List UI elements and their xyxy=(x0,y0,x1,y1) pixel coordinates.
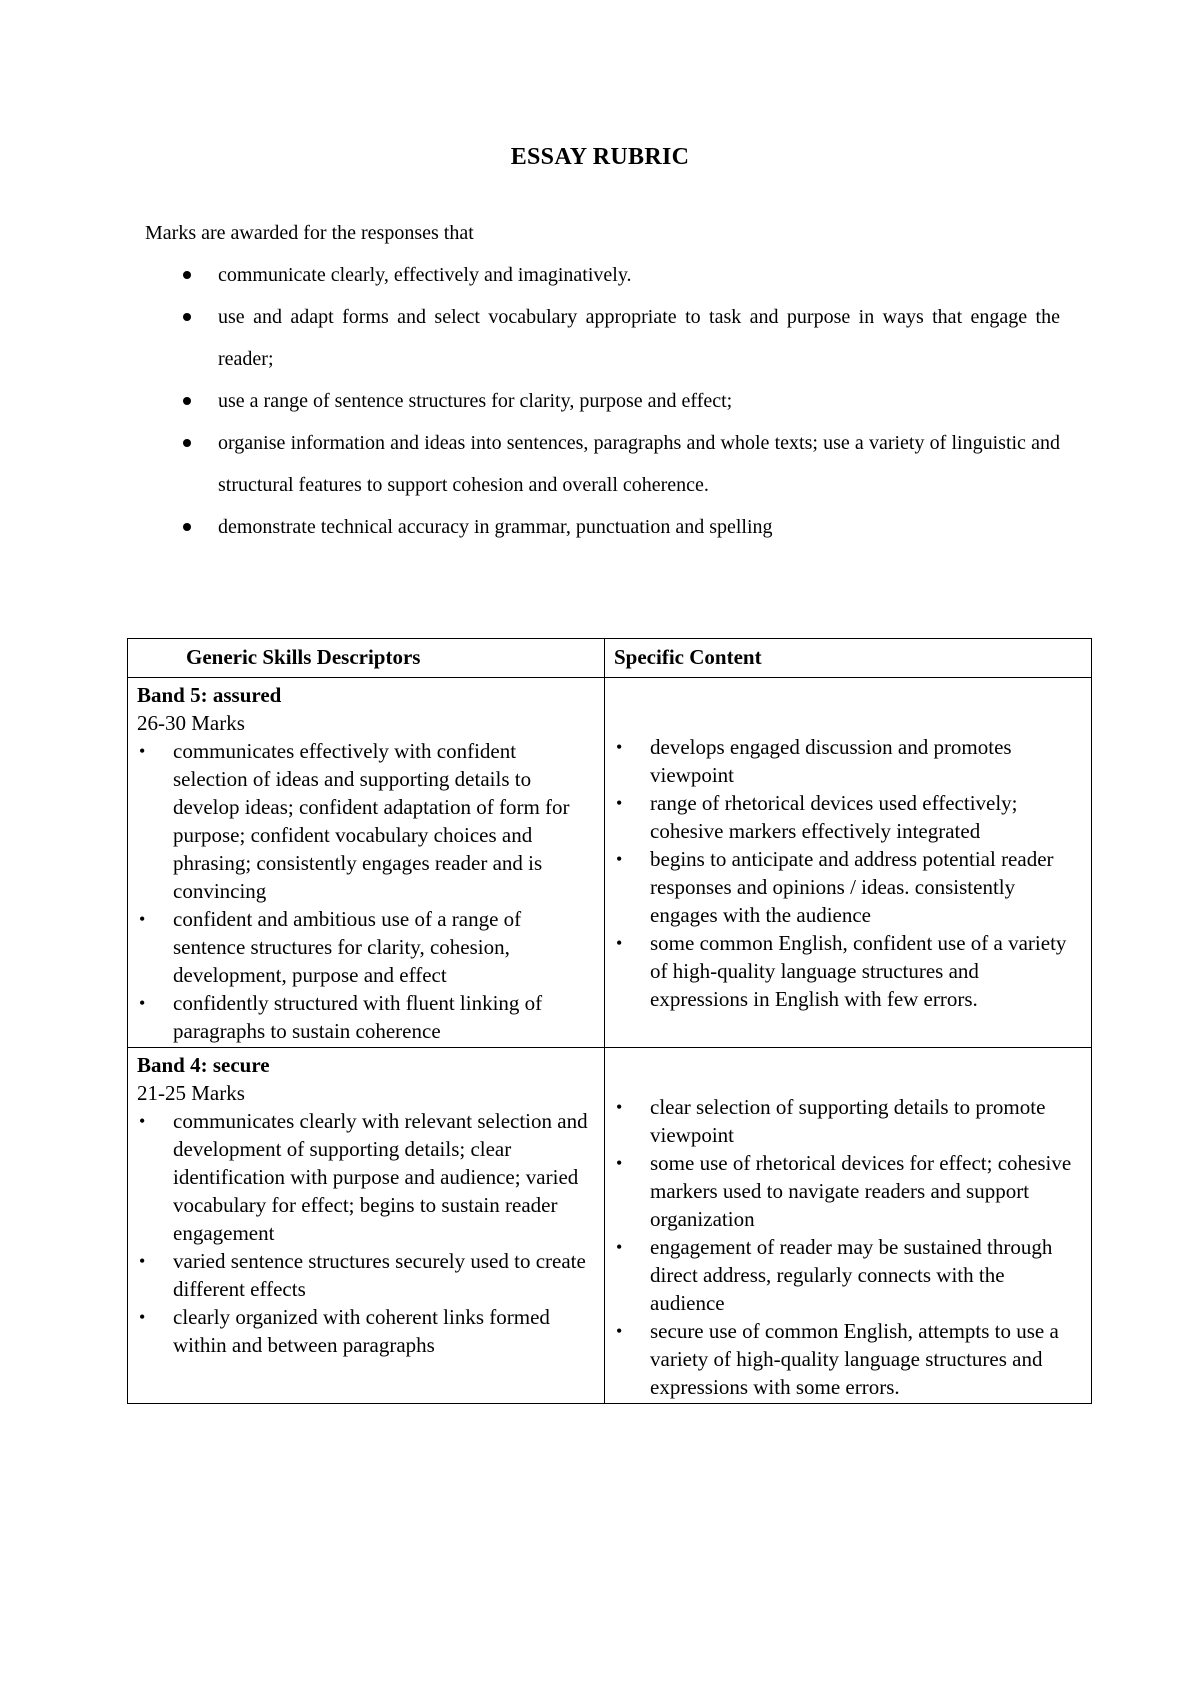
bullet-icon xyxy=(183,397,191,405)
list-item: • varied sentence structures securely used to create different effects xyxy=(139,1249,586,1301)
bullet-icon: • xyxy=(616,793,623,813)
bullet-icon: • xyxy=(139,741,146,761)
band-5-generic-cell xyxy=(128,678,605,1048)
list-item: • clear selection of supporting details to promote viewpoint xyxy=(616,1095,1046,1147)
bullet-icon xyxy=(183,271,191,279)
header-specific: Specific Content xyxy=(605,639,1092,678)
list-item: • secure use of common English, attempts to use a variety of high-quality language structures and expressions with some errors. xyxy=(616,1319,1059,1399)
requirement-item: use and adapt forms and select vocabulary appropriate to task and purpose in ways that engage the reader; xyxy=(178,296,1060,380)
list-item: • range of rhetorical devices used effectively; cohesive markers effectively integrated xyxy=(616,791,1018,843)
band-5-specific-cell xyxy=(605,678,1092,1048)
bullet-icon: • xyxy=(139,1111,146,1131)
band-marks: 26-30 Marks xyxy=(137,711,245,735)
bullet-icon: • xyxy=(616,737,623,757)
band-4-generic-list xyxy=(137,1107,592,1359)
band-4-generic-cell xyxy=(128,1048,605,1404)
page-title: ESSAY RUBRIC xyxy=(510,144,690,170)
bullet-icon: • xyxy=(616,1321,623,1341)
list-item: • confident and ambitious use of a range of sentence structures for clarity, cohesion, development, purpose and effect xyxy=(139,907,522,987)
list-item: • begins to anticipate and address potential reader responses and opinions / ideas. consistently engages with the audience xyxy=(616,847,1054,927)
bullet-icon xyxy=(183,313,191,321)
table-row-band-5 xyxy=(128,678,1092,1048)
band-4-specific-cell xyxy=(605,1048,1092,1404)
band-title: Band 5: assured xyxy=(137,683,282,707)
list-item: • confidently structured with fluent linking of paragraphs to sustain coherence xyxy=(139,991,543,1043)
band-marks: 21-25 Marks xyxy=(137,1081,245,1105)
bullet-icon: • xyxy=(139,993,146,1013)
list-item: • clearly organized with coherent links formed within and between paragraphs xyxy=(139,1305,550,1357)
band-title: Band 4: secure xyxy=(137,1053,270,1077)
bullet-icon: • xyxy=(139,1307,146,1327)
bullet-icon xyxy=(183,523,191,531)
requirements-list xyxy=(178,254,1060,548)
bullet-icon: • xyxy=(616,933,623,953)
table-row-band-4 xyxy=(128,1048,1092,1404)
bullet-icon: • xyxy=(139,1251,146,1271)
bullet-icon: • xyxy=(616,1097,623,1117)
bullet-icon xyxy=(183,439,191,447)
list-item: • develops engaged discussion and promotes viewpoint xyxy=(616,735,1012,787)
band-5-generic-list xyxy=(137,737,592,1045)
list-item: • communicates clearly with relevant selection and development of supporting details; clear identification with purpose and audience; varied vocabulary for effect; begins to sustain reader engagement xyxy=(139,1109,588,1245)
bullet-icon: • xyxy=(616,1153,623,1173)
list-item: • engagement of reader may be sustained through direct address, regularly connects with the audience xyxy=(616,1235,1053,1315)
band-4-specific-list xyxy=(614,1051,1079,1401)
bullet-icon: • xyxy=(616,1237,623,1257)
rubric-table xyxy=(127,638,1092,1404)
requirement-item: use a range of sentence structures for clarity, purpose and effect; xyxy=(178,380,1060,422)
header-generic: Generic Skills Descriptors xyxy=(128,639,605,678)
intro-text: Marks are awarded for the responses that xyxy=(145,222,474,244)
table-header-row xyxy=(128,639,1092,678)
requirement-item: demonstrate technical accuracy in grammar, punctuation and spelling xyxy=(178,506,1060,548)
list-item: • some use of rhetorical devices for effect; cohesive markers used to navigate readers and support organization xyxy=(616,1151,1072,1231)
list-item: • communicates effectively with confident selection of ideas and supporting details to develop ideas; confident adaptation of form for purpose; confident vocabulary choices and phrasing; consistently engages reader and is convincing xyxy=(139,739,570,903)
bullet-icon: • xyxy=(616,849,623,869)
list-item: • some common English, confident use of a variety of high-quality language structures and expressions in English with few errors. xyxy=(616,931,1067,1011)
band-5-specific-list xyxy=(614,681,1079,1013)
bullet-icon: • xyxy=(139,909,146,929)
requirement-item: organise information and ideas into sentences, paragraphs and whole texts; use a variety of linguistic and structural features to support cohesion and overall coherence. xyxy=(178,422,1060,506)
requirement-item: communicate clearly, effectively and imaginatively. xyxy=(178,254,1060,296)
